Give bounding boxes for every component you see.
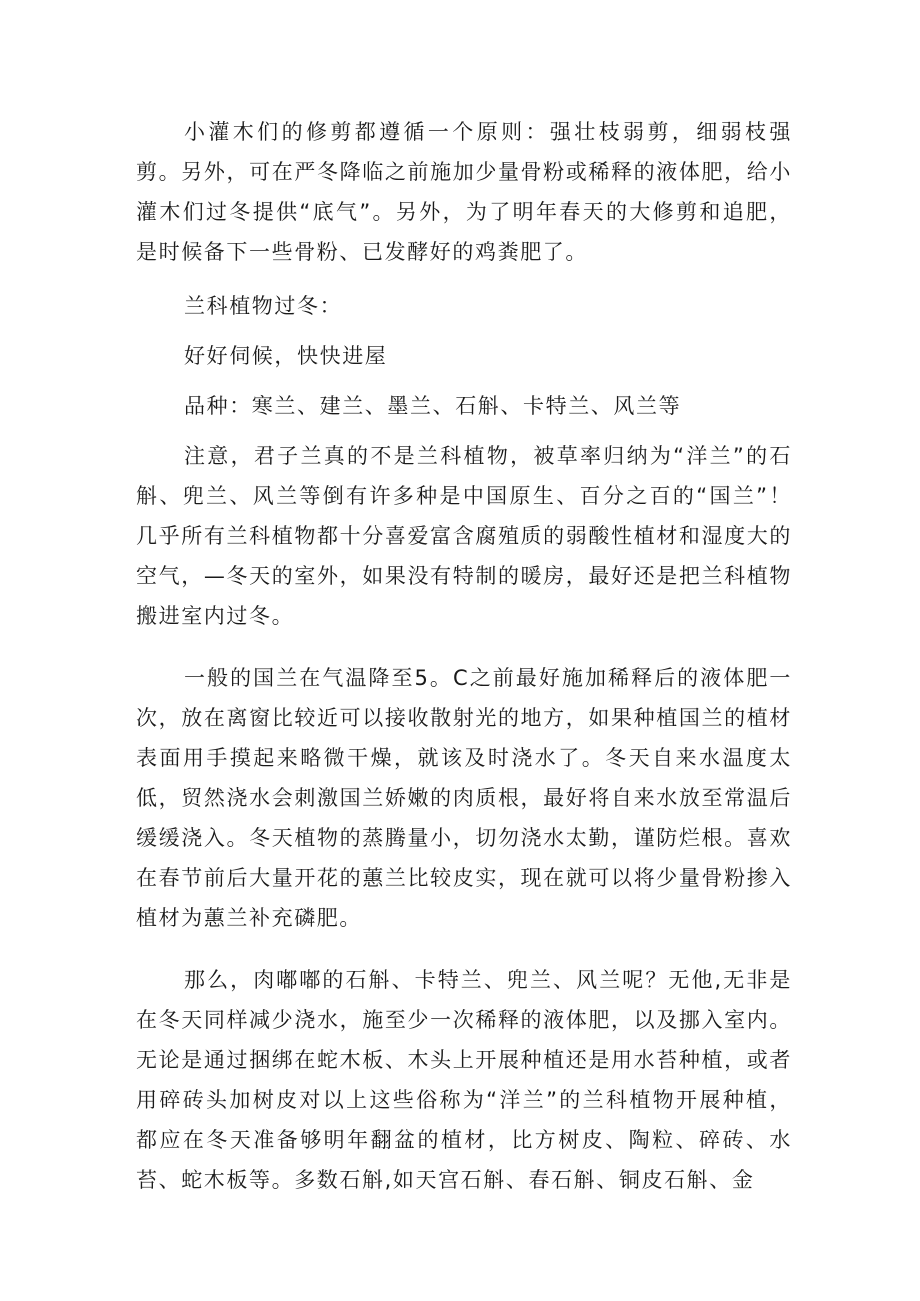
document-page [136,112,792,1200]
paragraph-guolan-care: 一般的国兰在气温降至5。C之前最好施加稀释后的液体肥一次，放在离窗比较近可以接收散射光的地方，如果种植国兰的植材表面用手摸起来略微干燥，就该及时浇水了。冬天自来水温度太低，贸然浇水会刺激国兰娇嫩的肉质根，最好将自来水放至常温后缓缓浇入。冬天植物的蒸腾量小，切勿浇水太勤，谨防烂根。喜欢在春节前后大量开花的蕙兰比较皮实，现在就可以将少量骨粉掺入植材为蕙兰补充磷肥。 [136,666,792,930]
paragraph-shrub-pruning: 小灌木们的修剪都遵循一个原则：强壮枝弱剪，细弱枝强剪。另外，可在严冬降临之前施加少量骨粉或稀释的液体肥，给小灌木们过冬提供“底气”。另外，为了明年春天的大修剪和追肥，是时候备下一些骨粉、已发酵好的鸡粪肥了。 [136,120,792,264]
paragraph-orchid-heading: 兰科植物过冬： [184,294,343,318]
paragraph-orchid-varieties: 品种：寒兰、建兰、墨兰、石斛、卡特兰、风兰等 [184,394,682,418]
paragraph-orchid-note: 注意，君子兰真的不是兰科植物，被草率归纳为“洋兰”的石斛、兜兰、风兰等倒有许多种是中国原生、百分之百的“国兰”！几乎所有兰科植物都十分喜爱富含腐殖质的弱酸性植材和湿度大的空气，—冬天的室外，如果没有特制的暖房，最好还是把兰科植物搬进室内过冬。 [136,444,792,628]
paragraph-yanglan-care: 那么，肉嘟嘟的石斛、卡特兰、兜兰、风兰呢？无他,无非是在冬天同样减少浇水，施至少一次稀释的液体肥，以及挪入室内。无论是通过捆绑在蛇木板、木头上开展种植还是用水苔种植，或者用碎砖头加树皮对以上这些俗称为“洋兰”的兰科植物开展种植，都应在冬天准备够明年翻盆的植材，比方树皮、陶粒、碎砖、水苔、蛇木板等。多数石斛,如天宫石斛、春石斛、铜皮石斛、金 [136,968,792,1192]
paragraph-orchid-subtitle: 好好伺候，快快进屋 [184,344,388,368]
